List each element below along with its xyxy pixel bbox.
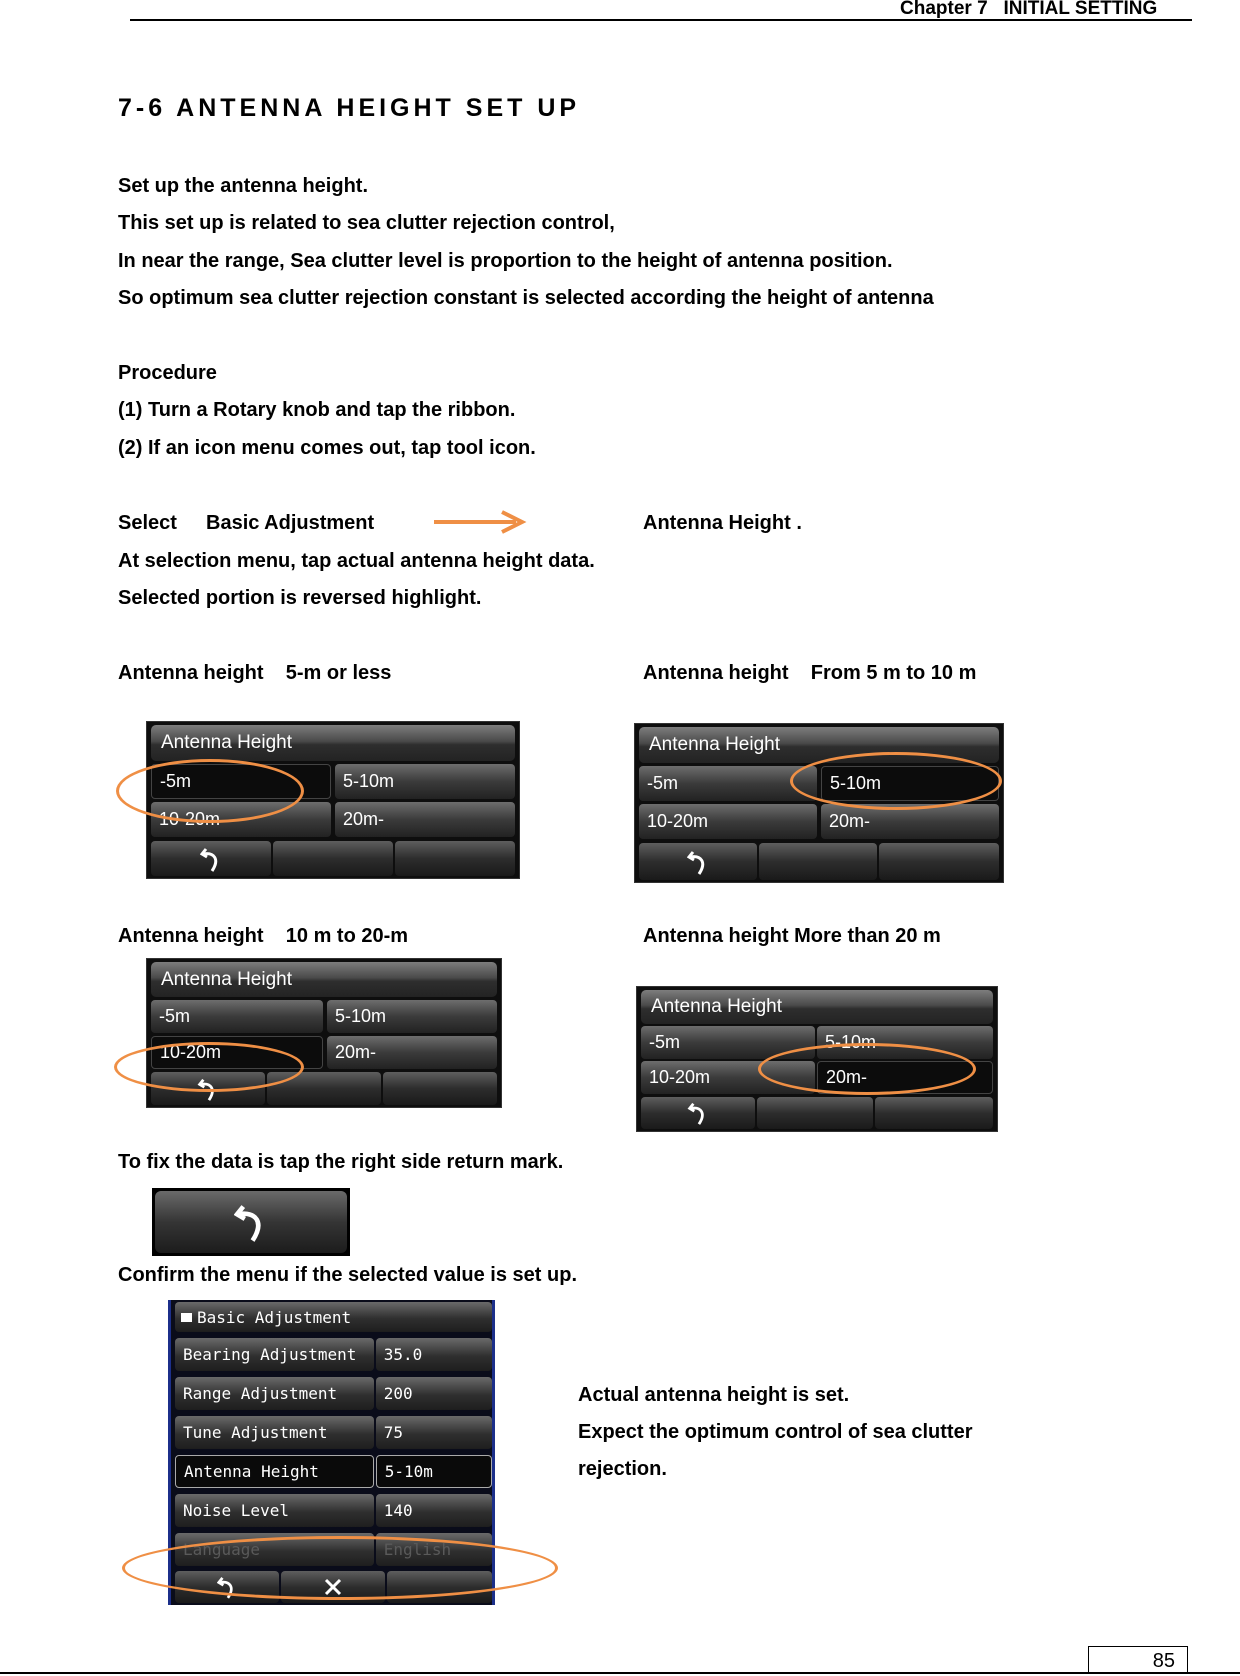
option-10-20m[interactable]: 10-20m xyxy=(639,804,817,839)
return-mark-button[interactable] xyxy=(152,1188,350,1256)
return-button[interactable] xyxy=(639,843,757,880)
highlight-ellipse xyxy=(116,759,304,823)
option-5-10m[interactable]: 5-10m xyxy=(821,766,999,801)
menu-row-value: 5-10m xyxy=(376,1455,492,1488)
intro-line-4: So optimum sea clutter rejection constant is selected according the height of antenna xyxy=(118,287,934,309)
intro-line-1: Set up the antenna height. xyxy=(118,175,369,197)
return-button[interactable] xyxy=(641,1097,755,1129)
caption-5m-or-less: Antenna height 5-m or less xyxy=(118,662,392,684)
result-line-1: Actual antenna height is set. xyxy=(578,1384,850,1406)
page-number: 85 xyxy=(1088,1646,1188,1674)
section-title: 7-6 ANTENNA HEIGHT SET UP xyxy=(118,94,581,122)
option-20m[interactable]: 20m- xyxy=(821,804,999,839)
return-arrow-icon xyxy=(200,845,222,873)
chapter-header xyxy=(900,0,1157,20)
menu-row-label: Tune Adjustment xyxy=(175,1416,374,1449)
select-from: Basic Adjustment xyxy=(206,512,375,534)
intro-line-2: This set up is related to sea clutter rejection control, xyxy=(118,212,615,234)
option-5m[interactable]: -5m xyxy=(151,764,331,799)
option-5-10m[interactable]: 5-10m xyxy=(817,1026,993,1059)
caption-more-than-20m: Antenna height More than 20 m xyxy=(643,925,941,947)
result-line-2: Expect the optimum control of sea clutter xyxy=(578,1421,973,1443)
menu-row[interactable] xyxy=(175,1338,492,1371)
caption-5-to-10m: Antenna height From 5 m to 10 m xyxy=(643,662,977,684)
chapter-number: Chapter 7 xyxy=(900,0,988,19)
right-arrow-icon xyxy=(432,509,528,535)
footer-blank-button[interactable] xyxy=(879,843,999,880)
confirm-note: Confirm the menu if the selected value is set up. xyxy=(118,1264,577,1286)
intro-line-3: In near the range, Sea clutter level is proportion to the height of antenna position. xyxy=(118,250,893,272)
footer-blank-button[interactable] xyxy=(273,841,393,876)
option-20m[interactable]: 20m- xyxy=(335,802,515,837)
menu-row-antenna-height[interactable] xyxy=(175,1455,492,1488)
procedure-step-2: (2) If an icon menu comes out, tap tool icon. xyxy=(118,437,536,459)
highlight-ellipse xyxy=(758,1043,976,1095)
option-5-10m[interactable]: 5-10m xyxy=(335,764,515,799)
menu-title-bar xyxy=(175,1302,492,1332)
return-arrow-icon xyxy=(234,1198,268,1246)
footer-rule xyxy=(0,1672,1240,1674)
footer-blank-button[interactable] xyxy=(383,1072,497,1105)
menu-row[interactable] xyxy=(175,1494,492,1527)
menu-row-label: Range Adjustment xyxy=(175,1377,374,1410)
selection-note-1: At selection menu, tap actual antenna height data. xyxy=(118,550,595,572)
select-to: Antenna Height . xyxy=(643,512,802,534)
menu-title: Basic Adjustment xyxy=(197,1307,352,1327)
menu-row-value: English xyxy=(376,1533,492,1566)
menu-row-label: Bearing Adjustment xyxy=(175,1338,374,1371)
menu-row[interactable] xyxy=(175,1377,492,1410)
option-5-10m[interactable]: 5-10m xyxy=(327,1000,497,1033)
header-rule xyxy=(130,19,1192,21)
footer-blank-button[interactable] xyxy=(757,1097,873,1129)
procedure-heading: Procedure xyxy=(118,362,217,384)
highlight-ellipse xyxy=(790,752,1002,810)
panel-title: Antenna Height xyxy=(639,727,999,763)
highlight-ellipse xyxy=(114,1042,304,1092)
highlight-ellipse xyxy=(122,1536,558,1600)
select-label: Select xyxy=(118,512,177,534)
return-button[interactable] xyxy=(151,841,271,876)
option-5m[interactable]: -5m xyxy=(639,766,817,801)
option-20m[interactable]: 20m- xyxy=(327,1036,497,1069)
menu-row-value: 140 xyxy=(376,1494,492,1527)
menu-row-label: Antenna Height xyxy=(175,1455,374,1488)
menu-row-value: 75 xyxy=(376,1416,492,1449)
panel-title: Antenna Height xyxy=(151,962,497,997)
menu-row-value: 35.0 xyxy=(376,1338,492,1371)
menu-row[interactable] xyxy=(175,1416,492,1449)
footer-blank-button[interactable] xyxy=(395,841,515,876)
option-5m[interactable]: -5m xyxy=(641,1026,815,1059)
footer-blank-button[interactable] xyxy=(875,1097,993,1129)
return-arrow-icon xyxy=(687,1100,709,1126)
menu-row-label: Noise Level xyxy=(175,1494,374,1527)
menu-flag-icon xyxy=(181,1313,192,1322)
caption-10-to-20m: Antenna height 10 m to 20-m xyxy=(118,925,409,947)
chapter-title: INITIAL SETTING xyxy=(1003,0,1158,19)
procedure-step-1: (1) Turn a Rotary knob and tap the ribbon. xyxy=(118,399,516,421)
option-10-20m[interactable]: 10-20m xyxy=(641,1061,815,1094)
selection-note-2: Selected portion is reversed highlight. xyxy=(118,587,482,609)
footer-blank-button[interactable] xyxy=(759,843,877,880)
option-10-20m[interactable]: 10-20m xyxy=(151,1036,323,1069)
menu-row-label: Language xyxy=(175,1533,374,1566)
menu-row-value: 200 xyxy=(376,1377,492,1410)
option-10-20m[interactable]: 10-20m xyxy=(151,802,331,837)
panel-title: Antenna Height xyxy=(641,990,993,1024)
panel-title: Antenna Height xyxy=(151,725,515,761)
option-20m[interactable]: 20m- xyxy=(817,1061,993,1094)
fix-note: To fix the data is tap the right side return mark. xyxy=(118,1151,564,1173)
result-line-3: rejection. xyxy=(578,1458,667,1480)
option-5m[interactable]: -5m xyxy=(151,1000,323,1033)
return-arrow-icon xyxy=(687,848,709,876)
